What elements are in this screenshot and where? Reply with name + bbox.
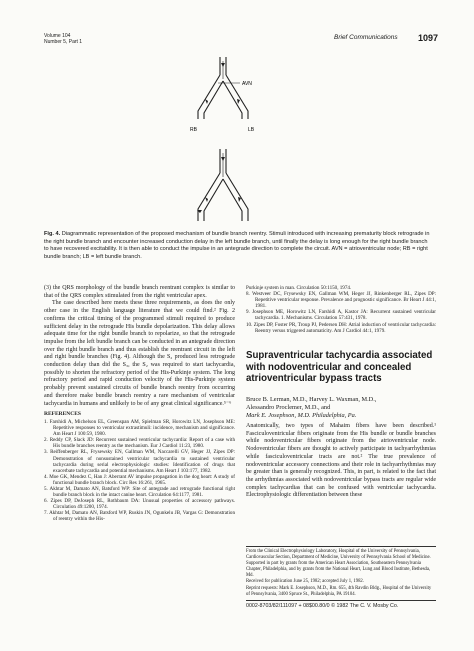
journal-volume-block xyxy=(44,33,82,45)
reference-item: 9. Josephson ME, Horowitz LN, Farshidi A, Kastor JA: Recurrent sustained ventricular tachycardia. 1. Mechanisms. Circulation 57:431, 1978. xyxy=(246,309,436,322)
author-line: Mark E. Josephson, M.D. Philadelphia, Pa. xyxy=(246,412,357,420)
reference-item: 2. Reddy CP, Slack JD: Recurrent sustained ventricular tachycardia: Report of a case with His bundle branches reentry as the mechanism. Eur J Cardiol 11:23, 1980. xyxy=(44,437,235,450)
reference-item: 4. Moe GK, Mendez C, Han J: Aberrant AV impulse propagation in the dog heart: A study of functional bundle branch block. Circ Res 16:261, 1965. xyxy=(44,473,235,486)
references-heading: REFERENCES xyxy=(44,411,81,418)
reference-item: 1. Farshidi A, Michelson EL, Greenspan AM, Spielman SR, Horowitz LN, Josephson ME: Repetitive responses to ventricular extrastimuli: incidence, mechanism and significance. Am Heart J 100:59, 1980. xyxy=(44,418,235,438)
author-list xyxy=(246,396,436,421)
right-references xyxy=(246,285,436,334)
caption-text: Diagrammatic representation of the proposed mechanism of bundle branch reentry. Stimuli introduced with increasing prematurity block retrograde in the right bundle branch and encounter increased conduction delay in the left bundle branch, until finally the delay is long enough for the right bundle branch to have recovered excitability. It is then able to conduct the impulse in an antegrade direction to complete the circuit. AVN = atrioventricular node; RB = right bundle branch; LB = left bundle branch. xyxy=(44,231,430,260)
reference-item: 8. Westveer DC, Frysewsky EN, Gallman WM, Heger JJ, Rinkenberger RL, Zipes DP: Repetitive ventricular response. Prevalence and prognostic significance. Br Heart J 44:1, 1981. xyxy=(246,291,436,310)
left-column xyxy=(44,285,235,523)
reference-item: 3. Reiffenberger RL, Frysewsky EN, Gallman WM, Naccarelli GV, Heger JJ, Zipes DP: Demonstration of nonsustained ventricular tachycardia to sustained ventricular tachycardia during serial electrophysiologic studies: Identification of drugs that exacerbate tachycardia and potential mechanisms. Am Heart J 103:177, 1982. xyxy=(44,449,235,474)
reference-item: 6. Zipes DP, DeJoseph RL, Rothbaum DA: Unusual properties of accessory pathways. Circulation 49:1200, 1974. xyxy=(44,498,235,511)
footnote-item: From the Clinical Electrophysiology Laboratory, Hospital of the University of Pennsylvania, Cardiovascular Section, Department of Medicine, University of Pennsylvania School of Medicine. xyxy=(246,549,431,561)
article-body xyxy=(246,423,436,500)
figure-diagram xyxy=(160,53,290,229)
label-lb: LB xyxy=(248,127,255,133)
body-paragraph: Anatomically, two types of Mahaim fibers have been described.¹ Fasciculoventricular fibers originate from the His bundle or bundle branches while nodoventricular fibers originate from the atrioventricular node. Nodoventricular fibers are thought to actively participate in tachyarrhythmias while fasciculoventricular tracts are not.² The true prevalence of nodoventricular accessory connections and their role in tachyarrhythmias may be greater than is generally recognized. This, in part, is related to the fact that the arrhythmias associated with nodoventricular bypass tracts are regular wide complex tachycardias that can be confused with ventricular tachycardia. Electrophysiologic differentiation between these xyxy=(246,423,436,499)
caption-label: Fig. 4. xyxy=(44,231,61,237)
footnotes xyxy=(246,549,436,598)
footnote-item: Reprint requests: Mark E. Josephson, M.D., Rm. 655, 4th Ravdin Bldg., Hospital of the University of Pennsylvania, 3400 Spruce St., Philadelphia, PA 19104. xyxy=(246,585,432,597)
article-title: Supraventricular tachycardia associated with nodoventricular and concealed atrioventricular bypass tracts xyxy=(246,350,433,384)
section-title: Brief Communications xyxy=(334,34,398,41)
page-number: 1097 xyxy=(418,33,439,43)
body-paragraph: (3) the QRS morphology of the bundle branch reentrant complex is similar to that of the QRS complex stimulated from the right ventricular apex. xyxy=(44,285,235,299)
figure-caption xyxy=(44,231,430,261)
upper-arrows xyxy=(205,63,240,104)
reference-item: 10. Zipes DP, Foster PR, Troup PJ, Pedersen DH: Atrial induction of ventricular tachycardia: Reentry versus triggered automaticity. Am J Cardiol 44:1, 1979. xyxy=(246,321,436,334)
label-rb: RB xyxy=(190,127,197,133)
number-label: Number 5, Part 1 xyxy=(44,39,83,45)
reference-item: 5. Akhtar M, Damato AN, Batsford WP: Site of antegrade and retrograde functional right bundle branch block in the intact canine heart. Circulation 64:1177, 1981. xyxy=(44,485,235,499)
reference-item: 7. Akhtar M, Damato AN, Batsford WP, Ruskin JN, Ogunkelu JB, Vargas G: Demonstration of reentry within the His- xyxy=(44,510,235,523)
reference-item: Purkinje system in man. Circulation 50:1150, 1974. xyxy=(246,285,352,291)
author-line: Alessandro Proclemer, M.D., and xyxy=(246,404,331,412)
volume-label: Volume 104 xyxy=(44,33,71,39)
footnote-item: Supported in part by grants from the American Heart Association, Southeastern Pennsylvania Chapter, Philadelphia, and by grants from the National Heart, Lung and Blood Institute, Bethesda, Md. xyxy=(246,561,431,579)
author-line: Bruce B. Lerman, M.D., Harvey L. Waxman, M.D., xyxy=(246,396,377,403)
footnote-item: Received for publication June 25, 1982; accepted July 1, 1982. xyxy=(246,579,364,585)
issn-line: 0002-8703/82/111097 + 08$00.80/0 © 1982 The C. V. Mosby Co. xyxy=(246,603,399,609)
body-paragraph: The case described here meets these three requirements, as does the only other case in the English language literature that we could find.² Fig. 2 confirms the critical timing of the programmed stimuli required to produce sufficient delay in the retrograde His bundle depolarization. This delay allows adequate time for the right bundle branch to repolarize, so that the retrograde impulse from the left bundle branch can be conducted in an antegrade direction over the right bundle branch and thus establish the reentrant circuit in the left and right bundle branches (Fig. 4). Although the S₂ produced less retrograde conduction delay than did the S₃, the S₂ was required to start tachycardia, possibly to shorten the refractory period of the His-Purkinje system. The long refractory period and rapid conduction velocity of the His-Purkinje system probably prevent sustained circuits of bundle branch reentry from occurring and therefore make bundle branch reentry a rare mechanism of ventricular tachycardia in humans and unlikely to be of any great clinical significance.⁵⁻⁶ xyxy=(44,300,235,407)
footnote-divider xyxy=(246,546,436,547)
issn-divider xyxy=(246,600,436,601)
label-avn: AVN xyxy=(242,81,252,87)
